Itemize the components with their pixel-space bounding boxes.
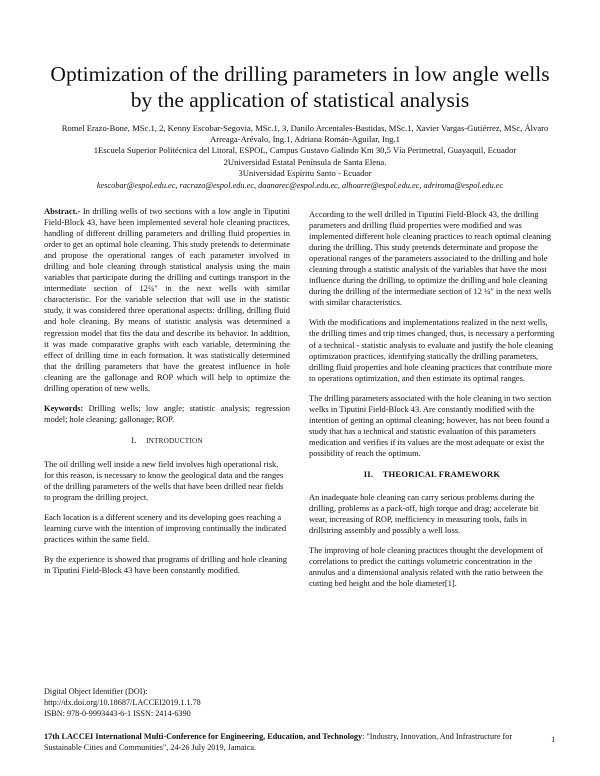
keywords-text: Drilling wells; low angle; statistic analysis; regression model; hole cleaning; gallonage; ROP.	[44, 402, 290, 424]
intro-paragraph: The oil drilling well inside a new field involves high operational risk, for this reason, is necessary to know the geological data and the ranges of the drilling parameters of the wells that have been drilled near fields to program the drilling project.	[44, 458, 284, 503]
conference-details: : "Industry, Innovation, And Infrastructure for Sustainable Cities and Communities", 24-26 July 2019, Jamaica.	[44, 732, 513, 752]
abstract	[44, 206, 290, 394]
section-heading-introduction	[44, 435, 290, 447]
body-paragraph: The improving of hole cleaning practices thought the development of correlations to predict the cuttings volumetric concentration in the annulus and a dimensional analysis related with the ratio between the cutting bed height and the hole diameter[1].	[309, 545, 544, 589]
intro-paragraph: By the experience is showed that programs of drilling and hole cleaning in Tiputini Field-Block 43 have been constantly modified.	[44, 554, 287, 576]
abstract-text: In drilling wells of two sections with a low angle in Tiputini Field-Block 43, have been implemented several hole cleaning practices, handling of different drilling parameters and drilling fluid properties in order to get an optimal hole cleaning. This study pretends to determinate and propose the operational ranges of each parameter involved in drilling and hole cleaning through statistical analysis using the main variables that participate during the drilling and cuttings transport in the intermediate section of 12¼" in the next wells with similar characteristic. For the variable selection that will use in the statistic study, it was considered three operational aspects: drilling, drilling fluid and hole cleaning. By means of statistic analysis was determined a regression model that fits the data and describe its behavior. In addition, it was made comparative graphs with each variable, determining the effect of drilling time in each formation. It was statistically determined that the drilling parameters that have the greatest influence in hole cleaning are the gallonage and ROP which will help to optimize the drilling operation of new wells.	[44, 206, 290, 393]
abstract-label: Abstract.-	[44, 206, 81, 216]
doi-block	[44, 686, 201, 719]
body-paragraph: According to the well drilled in Tiputini Field-Block 43, the drilling parameters and drilling fluid properties were modified and was implemented different hole cleaning practices to reach optimal cleaning during the drilling. This study pretends determinate and propose the operational ranges of the parameters associated to the drilling and hole cleaning through a statistic analysis of the variables that have the most influence during the drilling, to optimize the drilling and hole cleaning during the drilling of the intermediate section of 12 ¼" in the next wells with similar characteristics.	[309, 209, 552, 308]
conference-name: 17th LACCEI International Multi-Conference for Engineering, Education, and Technology	[44, 732, 363, 741]
conference-footnote	[44, 731, 544, 753]
doi-link[interactable]: http://dx.doi.org/10.18687/LACCEI2019.1.1.78	[44, 698, 201, 707]
keywords	[44, 403, 290, 425]
affiliation-3: 3Universidad Espíritu Santo - Ecuador	[238, 167, 372, 178]
body-paragraph: With the modifications and implementations realized in the next wells, the drilling times and trip times changed, thus, is necessary a performing of a technical - statistic analysis to evaluate and justify the hole cleaning optimization practices, identifying statically the drilling parameters, drilling fluid properties and hole cleaning practices that contribute more to operations optimization, and then estimate its optimal ranges.	[309, 317, 555, 383]
author-list: Romel Erazo-Bone, MSc.1, 2, Kenny Escobar-Segovia, MSc.1, 3, Danilo Arcentales-Bastidas, MSc.1, Xavier Vargas-Gutiérrez, MSc, Álvaro Arreaga-Arévalo, Ing.1, Adriana Román-Aguilar, Ing.1	[61, 123, 549, 145]
section-number: I.	[131, 434, 137, 445]
author-emails: kescobar@espol.edu.ec, racrazo@espol.edu.ec, daanarec@espol.edu.ec, alhoarre@espol.edu.ec, adriroma@espol.edu.ec	[96, 181, 504, 190]
section-number: II.	[363, 468, 374, 479]
doi-label: Digital Object Identifier (DOI):	[44, 687, 148, 696]
intro-paragraph: Each location is a different scenery and its developing goes reaching a learning curve with the intention of improving continually the indicated practices within the same field.	[44, 512, 287, 545]
paper-title: Optimization of the drilling parameters in low angle wells by the application of statistical analysis	[50, 62, 550, 112]
affiliation-2: 2Universidad Estatal Península de Santa Elena.	[223, 156, 387, 167]
left-column	[44, 206, 290, 585]
right-column	[309, 209, 555, 598]
affiliation-1: 1Escuela Superior Politécnica del Litoral, ESPOL, Campus Gustavo Galindo Km 30,5 Vía Perimetral, Guayaquil, Ecuador	[93, 145, 517, 156]
keywords-label: Keywords:	[44, 402, 84, 413]
section-title: THEORICAL FRAMEWORK	[382, 468, 501, 479]
page-number: 1	[551, 734, 556, 744]
body-paragraph: The drilling parameters associated with the hole cleaning in two section welks in Tiputini Field-Block 43. Are constantly modified with the intention of getting an optimal cleaning; however, has not been found a study that has a technical and statistic evaluation of this parameters medication and verifies if its values are the most adequate or exist the possibility of reach the optimum.	[309, 392, 552, 458]
section-title: INTRODUCTION	[146, 436, 203, 445]
body-paragraph: An inadequate hole cleaning can carry serious problems during the drilling, problems as a pack-off, high torque and drag; accelerate bit wear, increasing of ROP, inefficiency in measuring tools, fails in drillstring assembly and possibly a well loss.	[309, 492, 539, 536]
section-heading-theorical-framework	[309, 469, 555, 480]
author-block	[56, 123, 554, 179]
isbn-issn: ISBN: 978-0-9993443-6-1 ISSN: 2414-6390	[44, 709, 191, 718]
